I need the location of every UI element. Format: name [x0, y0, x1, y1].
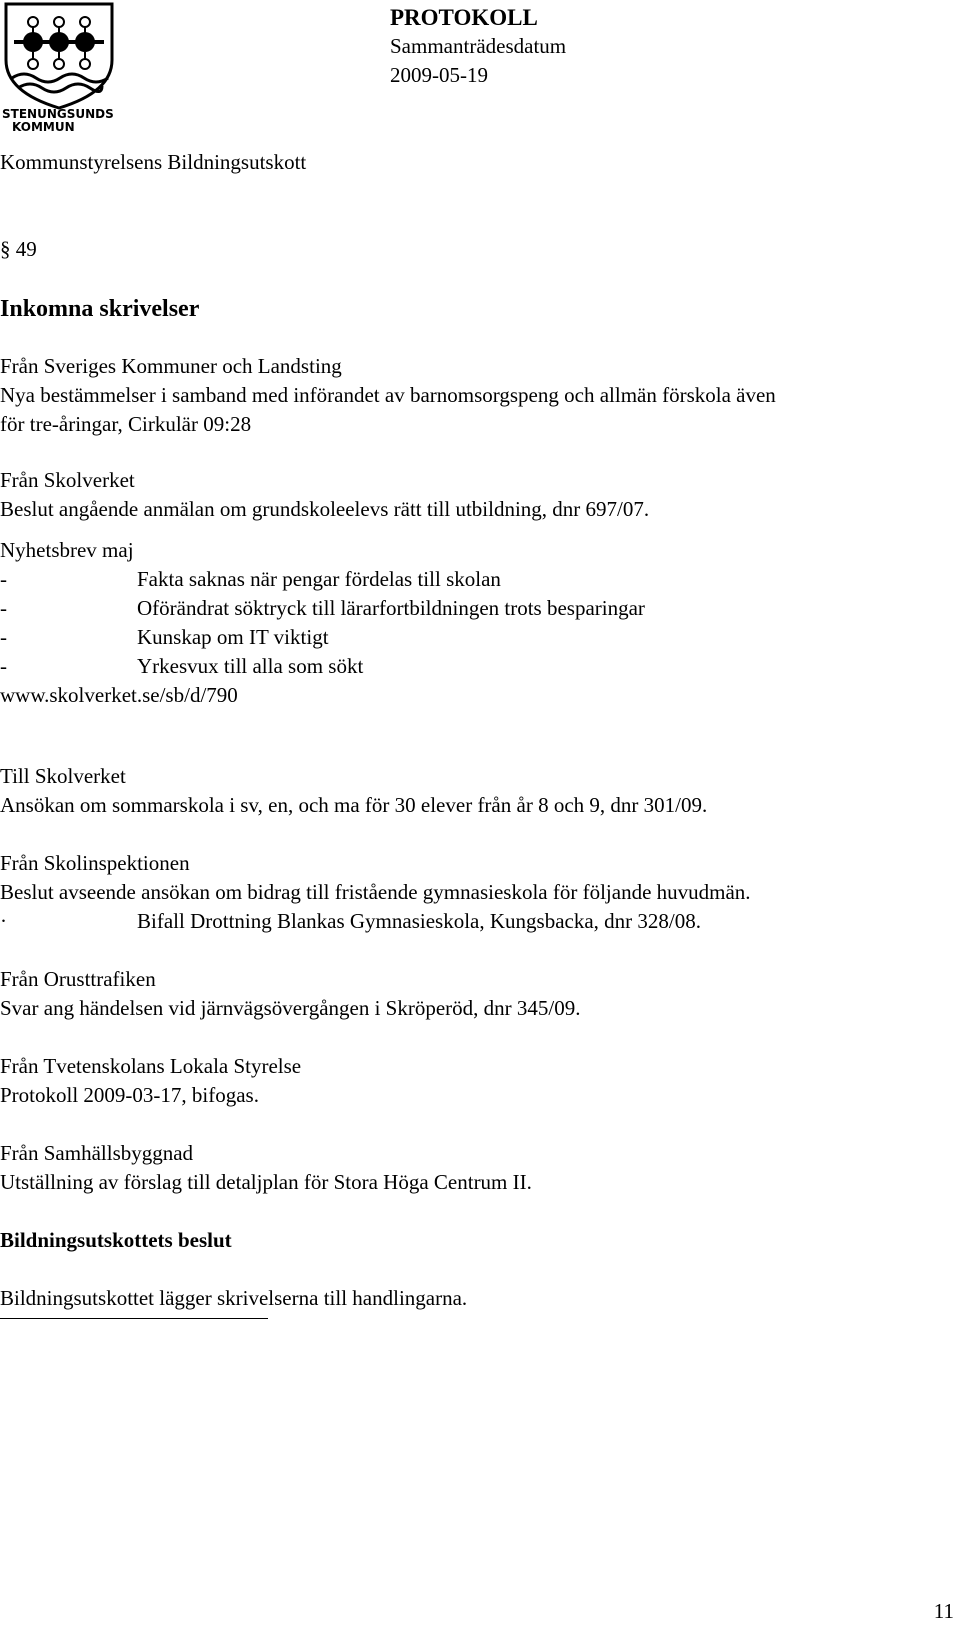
bullet-text: Kunskap om IT viktigt [137, 625, 329, 649]
bullet-mark: - [0, 567, 7, 591]
item-text: Nya bestämmelser i samband med införandet av barnomsorgspeng och allmän förskola även [0, 383, 776, 407]
protocol-header [390, 3, 566, 90]
item-orusttrafiken [0, 965, 580, 1023]
item-text: Beslut avseende ansökan om bidrag till fristående gymnasieskola för följande huvudmän. [0, 880, 751, 904]
stenungsund-coat-of-arms [0, 0, 118, 135]
svg-text:KOMMUN: KOMMUN [12, 120, 75, 134]
bullet-text: Yrkesvux till alla som sökt [137, 654, 364, 678]
newsletter-bullet [0, 623, 645, 652]
item-from: Till Skolverket [0, 764, 126, 788]
item-text: Ansökan om sommarskola i sv, en, och ma för 30 elever från år 8 och 9, dnr 301/09. [0, 793, 708, 817]
newsletter-url: www.skolverket.se/sb/d/790 [0, 683, 238, 707]
bullet-mark: - [0, 654, 7, 678]
bullet-mark: - [0, 596, 7, 620]
bullet-mark: · [0, 909, 7, 933]
page-number: 11 [933, 1599, 954, 1623]
newsletter-bullet [0, 594, 645, 623]
document-type: PROTOKOLL [390, 5, 538, 30]
item-skl [0, 352, 776, 439]
item-skolinspektionen [0, 849, 751, 936]
item-from: Från Samhällsbyggnad [0, 1141, 194, 1165]
decision-text: Bildningsutskottet lägger skrivelserna till handlingarna. [0, 1286, 468, 1310]
newsletter-bullet [0, 652, 645, 681]
item-text: för tre-åringar, Cirkulär 09:28 [0, 412, 252, 436]
bullet-text: Fakta saknas när pengar fördelas till skolan [137, 567, 501, 591]
bullet-text: Oförändrat söktryck till lärarfortbildningen trots besparingar [137, 596, 645, 620]
item-text: Utställning av förslag till detaljplan för Stora Höga Centrum II. [0, 1170, 532, 1194]
item-tvetenskolan [0, 1052, 301, 1110]
item-from: Från Orusttrafiken [0, 967, 156, 991]
paragraph-value: 49 [15, 237, 37, 261]
paragraph-sign: § [0, 237, 11, 261]
svg-text:STENUNGSUNDS: STENUNGSUNDS [2, 107, 114, 121]
committee-name: Kommunstyrelsens Bildningsutskott [0, 150, 307, 174]
municipality-logo [0, 0, 118, 135]
inspection-bullet [0, 907, 751, 936]
meeting-date-label: Sammanträdesdatum [390, 34, 567, 58]
item-text: Beslut angående anmälan om grundskoleelevs rätt till utbildning, dnr 697/07. [0, 497, 650, 521]
item-from: Från Tvetenskolans Lokala Styrelse [0, 1054, 302, 1078]
item-from: Från Skolverket [0, 468, 135, 492]
item-text: Protokoll 2009-03-17, bifogas. [0, 1083, 259, 1107]
newsletter-title: Nyhetsbrev maj [0, 538, 134, 562]
paragraph-number [0, 235, 37, 264]
decision-heading: Bildningsutskottets beslut [0, 1228, 232, 1252]
item-samhallsbyggnad [0, 1139, 532, 1197]
separator-line [0, 1318, 268, 1319]
item-text: Svar ang händelsen vid järnvägsövergången i Skröperöd, dnr 345/09. [0, 996, 581, 1020]
item-newsletter [0, 536, 645, 710]
meeting-date: 2009-05-19 [390, 63, 488, 87]
newsletter-bullet [0, 565, 645, 594]
item-to-skolverket [0, 762, 707, 820]
item-from: Från Skolinspektionen [0, 851, 190, 875]
bullet-mark: - [0, 625, 7, 649]
section-title: Inkomna skrivelser [0, 296, 200, 322]
item-skolverket [0, 466, 649, 524]
bullet-text: Bifall Drottning Blankas Gymnasieskola, Kungsbacka, dnr 328/08. [137, 909, 701, 933]
item-from: Från Sveriges Kommuner och Landsting [0, 354, 342, 378]
